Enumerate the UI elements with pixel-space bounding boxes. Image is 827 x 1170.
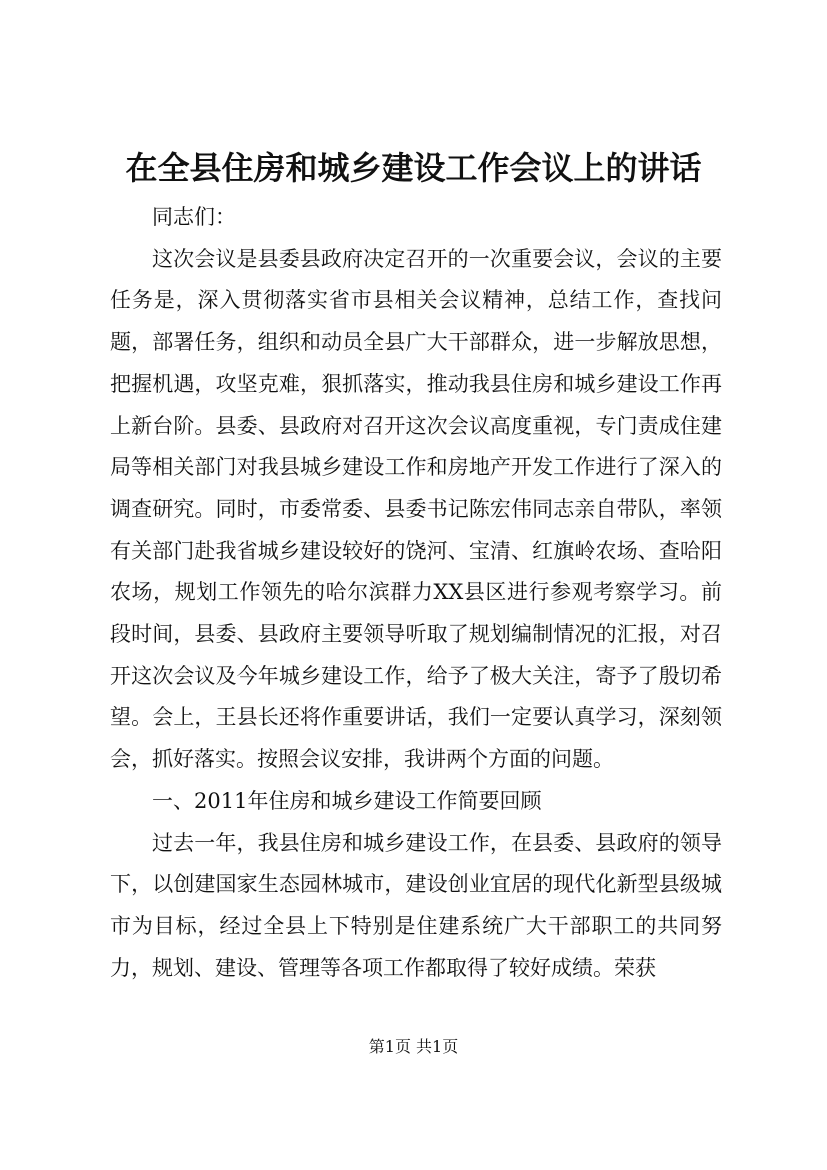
document-body [110,197,722,989]
salutation: 同志们： [152,205,236,229]
section-heading: 一、2011年住房和城乡建设工作简要回顾 [152,788,542,813]
document-title: 在全县住房和城乡建设工作会议上的讲话 [125,149,702,187]
body-paragraph: 这次会议是县委县政府决定召开的一次重要会议，会议的主要任务是，深入贯彻落实省市县相关会议精神，总结工作，查找问题，部署任务，组织和动员全县广大干部群众，进一步解放思想，把握机遇，攻坚克难，狠抓落实，推动我县住房和城乡建设工作再上新台阶。县委、县政府对召开这次会议高度重视，专门责成住建局等相关部门对我县城乡建设工作和房地产开发工作进行了深入的调查研究。同时，市委常委、县委书记陈宏伟同志亲自带队，率领有关部门赴我省城乡建设较好的饶河、宝清、红旗岭农场、查哈阳农场，规划工作领先的哈尔滨群力XX县区进行参观考察学习。前段时间，县委、县政府主要领导听取了规划编制情况的汇报，对召开这次会议及今年城乡建设工作，给予了极大关注，寄予了殷切希望。会上，王县长还将作重要讲话，我们一定要认真学习，深刻领会，抓好落实。按照会议安排，我讲两个方面的问题。 [110,246,722,772]
section-paragraph: 过去一年，我县住房和城乡建设工作，在县委、县政府的领导下，以创建国家生态园林城市，建设创业宜居的现代化新型县级城市为目标，经过全县上下特别是住建系统广大干部职工的共同努力，规划、建设、管理等各项工作都取得了较好成绩。荣获 [110,830,722,980]
page-footer: 第1页 共1页 [368,1037,459,1056]
